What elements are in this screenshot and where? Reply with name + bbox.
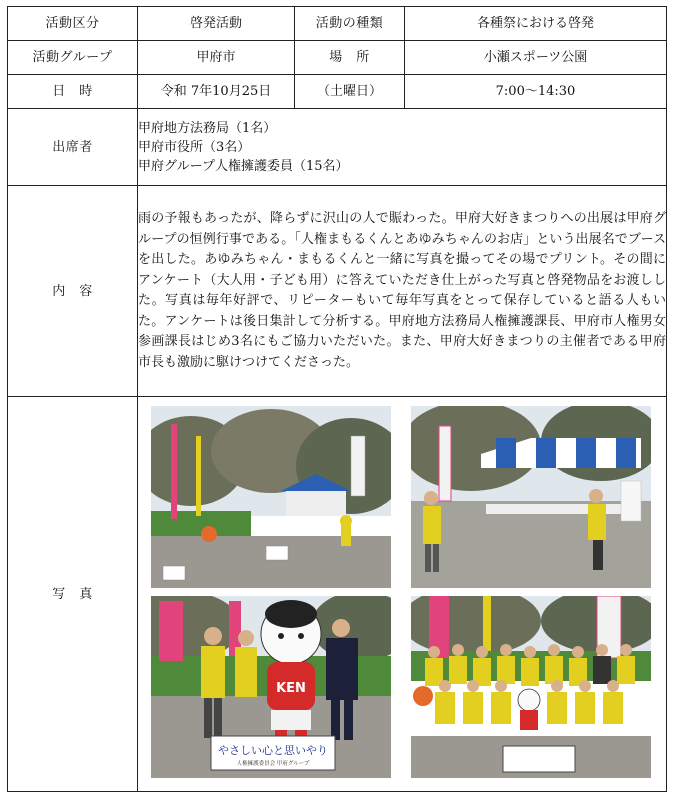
content-text: 雨の予報もあったが、降らずに沢山の人で賑わった。甲府大好きまつりへの出展は甲府グループの恒例行事である。「人権まもるくんとあゆみちゃんのお店」という出展名でブースを出した。あゆみちゃん・まもるくんと一緒に写真を撮ってその場でプリント。その間にアンケート（大人用・子ども用）に答えていただき仕上がった写真と啓発物品をお渡しした。写真は毎年好評で、リピーターもいて毎年写真をとって保存していると語る人もいた。アンケートは後日集計して分析する。甲府地方法務局人権擁護課長、甲府市人権男女参画課長はじめ3名にもご協力いただいた。また、甲府大好きまつりの主催者である甲府市長も激励に駆けつけてくださった。 bbox=[138, 211, 666, 370]
value-place: 小瀬スポーツ公園 bbox=[405, 41, 667, 75]
row-activity-type bbox=[8, 7, 667, 41]
photo-grid bbox=[138, 397, 667, 792]
photo-mascot-group bbox=[151, 596, 391, 778]
value-activity-kind: 各種祭における啓発 bbox=[405, 7, 667, 41]
photo-booth-overview bbox=[151, 406, 391, 588]
row-photos bbox=[8, 397, 667, 792]
activity-report bbox=[7, 6, 666, 792]
value-content bbox=[138, 186, 667, 397]
row-datetime bbox=[8, 75, 667, 109]
report-table bbox=[7, 6, 667, 792]
attendee-line: 甲府グループ人権擁護委員（15名） bbox=[138, 158, 349, 174]
row-group-place bbox=[8, 41, 667, 75]
label-activity-category: 活動区分 bbox=[8, 7, 138, 41]
mascot-badge-text: KEN bbox=[276, 681, 306, 696]
photo-group-members bbox=[411, 596, 651, 778]
attendee-line: 甲府地方法務局（1名） bbox=[138, 120, 277, 136]
photo-sign-subtext: 人権擁護委員会 甲府グループ bbox=[236, 761, 310, 767]
attendee-line: 甲府市役所（3名） bbox=[138, 139, 251, 155]
label-content: 内 容 bbox=[8, 186, 138, 397]
label-attendees: 出席者 bbox=[8, 109, 138, 186]
value-activity-category: 啓発活動 bbox=[138, 7, 295, 41]
label-activity-group: 活動グループ bbox=[8, 41, 138, 75]
row-attendees bbox=[8, 109, 667, 186]
value-attendees bbox=[138, 109, 667, 186]
label-datetime: 日 時 bbox=[8, 75, 138, 109]
label-photos: 写 真 bbox=[8, 397, 138, 792]
label-place: 場 所 bbox=[295, 41, 405, 75]
value-date: 令和 7年10月25日 bbox=[138, 75, 295, 109]
photo-tent-booth bbox=[411, 406, 651, 588]
row-content bbox=[8, 186, 667, 397]
photo-sign-text: やさしい心と思いやり bbox=[218, 744, 328, 757]
label-activity-kind: 活動の種類 bbox=[295, 7, 405, 41]
value-activity-group: 甲府市 bbox=[138, 41, 295, 75]
value-time: 7:00～14:30 bbox=[405, 75, 667, 109]
value-weekday: （土曜日） bbox=[295, 75, 405, 109]
